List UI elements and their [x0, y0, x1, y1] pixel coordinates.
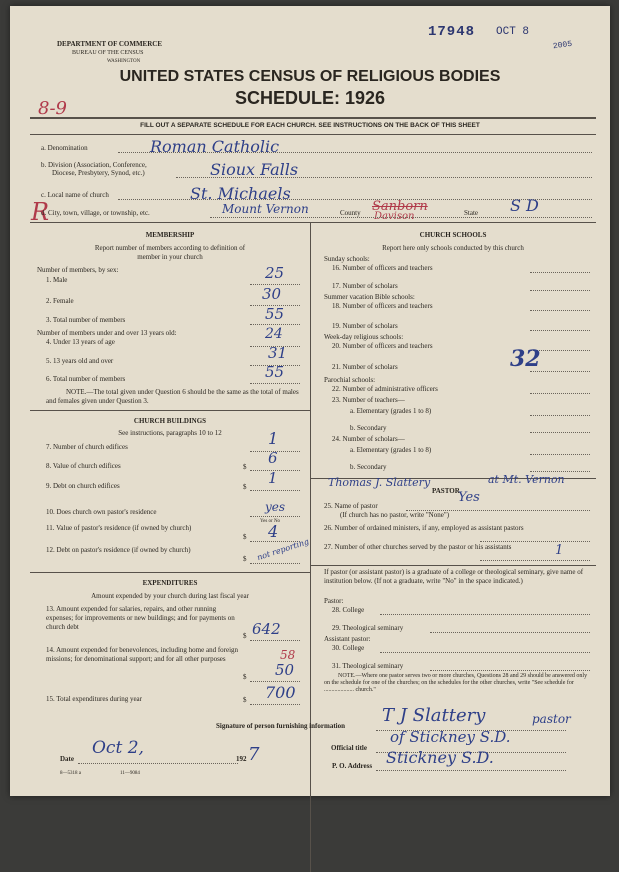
- q8-value: 6: [268, 449, 278, 467]
- q25-note: (If church has no pastor, write "None"): [340, 511, 450, 519]
- city-value: Mount Vernon: [222, 202, 309, 216]
- membership-intro-1: Report number of members according to definition of: [94, 244, 246, 252]
- q12-label: 12. Debt on pastor's residence (if owned by church): [46, 546, 191, 554]
- signature-title-value: pastor: [532, 712, 571, 726]
- q16-label: 16. Number of officers and teachers: [332, 264, 433, 272]
- q15-dollar: $: [243, 696, 247, 704]
- pastor-location-handwritten: at Mt. Vernon: [488, 473, 565, 486]
- signature-label: Signature of person furnishing information: [216, 722, 345, 730]
- membership-note: NOTE.—The total given under Question 6 should be the same as the total of males and females given under Question 3.: [46, 388, 299, 405]
- schools-heading: CHURCH SCHOOLS: [419, 231, 487, 239]
- weekday-schools-label: Week-day religious schools:: [324, 333, 404, 341]
- county-label: County: [340, 209, 361, 217]
- q11-value: 4: [268, 522, 279, 541]
- assistant-subheading: Assistant pastor:: [324, 635, 371, 643]
- pastor-heading: PASTOR: [432, 487, 460, 495]
- q4-value: 24: [265, 326, 283, 342]
- state-value: S D: [510, 196, 539, 215]
- county-alt-value: Davison: [374, 211, 415, 222]
- q6-label: 6. Total number of members: [46, 375, 126, 383]
- buildings-heading: CHURCH BUILDINGS: [133, 417, 207, 425]
- q10-yes-no-hint: Yes or No: [260, 519, 281, 524]
- q4-label: 4. Under 13 years of age: [46, 338, 115, 346]
- q1-label: 1. Male: [46, 276, 68, 284]
- pastor-note: NOTE.—Where one pastor serves two or more churches, Questions 28 and 29 should be answered only on the schedule for one of the churches; on the schedules for the other churches, write "See schedule for .................... church.": [324, 673, 588, 693]
- q28-label: 28. College: [332, 606, 365, 614]
- q18-label: 18. Number of officers and teachers: [332, 302, 433, 310]
- church-name-value: St. Michaels: [190, 184, 291, 203]
- census-schedule-sheet: [10, 6, 610, 796]
- membership-intro-2: member in your church: [137, 253, 203, 261]
- q7-label: 7. Number of church edifices: [46, 443, 128, 451]
- q8-dollar: $: [243, 463, 247, 471]
- q22-label: 22. Number of administrative officers: [332, 385, 438, 393]
- q14-extra-value: 50: [275, 661, 295, 679]
- po-address-label: P. O. Address: [332, 762, 373, 770]
- q8-label: 8. Value of church edifices: [46, 462, 121, 470]
- denomination-value: Roman Catholic: [150, 137, 280, 156]
- members-by-age-label: Number of members under and over 13 years old:: [37, 329, 177, 337]
- division-value: Sioux Falls: [210, 160, 299, 179]
- form-instruction: FILL OUT A SEPARATE SCHEDULE FOR EACH CHURCH. SEE INSTRUCTIONS ON THE BACK OF THIS SHEET: [140, 122, 480, 129]
- membership-heading: MEMBERSHIP: [145, 231, 195, 239]
- q7-value: 1: [268, 429, 279, 448]
- buildings-intro: See instructions, paragraphs 10 to 12: [118, 429, 222, 437]
- q9-label: 9. Debt on church edifices: [46, 482, 120, 490]
- county-value: Sanborn: [372, 199, 428, 214]
- denomination-label: a. Denomination: [41, 144, 88, 152]
- signature-value: T J Slattery: [382, 705, 486, 726]
- year-value: 7: [248, 744, 260, 765]
- q14-value: 58: [280, 648, 296, 662]
- schools-intro: Report here only schools conducted by this church: [382, 244, 524, 252]
- summer-schools-label: Summer vacation Bible schools:: [324, 293, 415, 301]
- q9-value: 1: [268, 469, 278, 487]
- official-title-label: Official title: [331, 744, 367, 752]
- q25-label: 25. Name of pastor: [324, 502, 378, 510]
- q24-label: 24. Number of scholars—: [332, 435, 405, 443]
- q21-value: 32: [510, 346, 541, 372]
- church-name-label: c. Local name of church: [41, 191, 109, 199]
- q23b-label: b. Secondary: [350, 424, 387, 432]
- official-title-value: of Stickney S.D.: [390, 728, 511, 746]
- q11-dollar: $: [243, 533, 247, 541]
- q5-value: 31: [268, 344, 288, 362]
- division-label: b. Division (Association, Conference,: [41, 161, 147, 169]
- q21-label: 21. Number of scholars: [332, 363, 398, 371]
- form-title: UNITED STATES CENSUS OF RELIGIOUS BODIES: [119, 68, 501, 85]
- expenditures-intro: Amount expended by your church during last fiscal year: [91, 592, 249, 600]
- q24b-label: b. Secondary: [350, 463, 387, 471]
- date-label: Date: [60, 755, 74, 763]
- margin-note: 8-9: [38, 98, 67, 119]
- print-number: 11—9084: [120, 771, 140, 776]
- q26-label: 26. Number of ordained ministers, if any, employed as assistant pastors: [324, 524, 524, 532]
- form-subtitle: SCHEDULE: 1926: [234, 88, 386, 108]
- city-label: d. City, town, village, or township, etc.: [41, 209, 150, 217]
- stamp-date: OCT 8: [496, 26, 530, 38]
- division-label-2: Diocese, Presbytery, Synod, etc.): [52, 169, 145, 177]
- q2-value: 30: [262, 285, 282, 303]
- margin-mark: R: [31, 198, 50, 226]
- q6-value: 55: [265, 363, 285, 381]
- po-address-value: Stickney S.D.: [386, 748, 494, 767]
- q31-label: 31. Theological seminary: [332, 662, 404, 670]
- q10-label: 10. Does church own pastor's residence: [46, 508, 157, 516]
- q12-value: not reporting: [255, 536, 311, 563]
- stamp-number: 17948: [428, 24, 476, 40]
- sunday-schools-label: Sunday schools:: [324, 255, 370, 263]
- graduate-note: If pastor (or assistant pastor) is a graduate of a college or theological seminary, give name of institution below. (If not a graduate, write "No" in the space indicated.): [324, 568, 584, 585]
- q25-value: Yes: [458, 490, 480, 505]
- state-label: State: [464, 209, 478, 217]
- q10-value: yes: [265, 500, 286, 514]
- year-prefix: 192: [236, 755, 247, 763]
- q14-dollar: $: [243, 673, 247, 681]
- expenditures-heading: EXPENDITURES: [142, 579, 198, 587]
- q19-label: 19. Number of scholars: [332, 322, 398, 330]
- q5-label: 5. 13 years old and over: [46, 357, 114, 365]
- q3-label: 3. Total number of members: [46, 316, 126, 324]
- q15-value: 700: [265, 683, 296, 702]
- q13-label: 13. Amount expended for salaries, repairs, and other running expenses; for improvements or new buildings; and for payments on church debt: [46, 605, 235, 631]
- bureau-city: WASHINGTON: [107, 59, 141, 64]
- pastor-subheading: Pastor:: [324, 597, 344, 605]
- q24a-label: a. Elementary (grades 1 to 8): [350, 446, 432, 454]
- members-by-sex-label: Number of members, by sex:: [37, 266, 119, 274]
- q30-label: 30. College: [332, 644, 365, 652]
- q17-label: 17. Number of scholars: [332, 282, 398, 290]
- parochial-schools-label: Parochial schools:: [324, 376, 376, 384]
- bureau-name: BUREAU OF THE CENSUS: [72, 50, 144, 56]
- q23a-label: a. Elementary (grades 1 to 8): [350, 407, 432, 415]
- form-number: 8—5318 a: [60, 771, 81, 776]
- q23-label: 23. Number of teachers—: [332, 396, 405, 404]
- q27-value: 1: [555, 543, 564, 558]
- q9-dollar: $: [243, 483, 247, 491]
- date-value: Oct 2,: [92, 738, 144, 758]
- q14-label: 14. Amount expended for benevolences, including home and foreign missions; for denominational support; and for all other purposes: [46, 646, 239, 663]
- q12-dollar: $: [243, 555, 247, 563]
- q29-label: 29. Theological seminary: [332, 624, 404, 632]
- q11-label: 11. Value of pastor's residence (if owned by church): [46, 524, 192, 532]
- q13-value: 642: [252, 620, 281, 638]
- q20-label: 20. Number of officers and teachers: [332, 342, 433, 350]
- q3-value: 55: [265, 305, 285, 323]
- q15-label: 15. Total expenditures during year: [46, 695, 142, 703]
- dept-name: DEPARTMENT OF COMMERCE: [57, 40, 163, 48]
- q27-label: 27. Number of other churches served by the pastor or his assistants: [324, 543, 512, 551]
- q1-value: 25: [265, 264, 285, 282]
- q13-dollar: $: [243, 632, 247, 640]
- q2-label: 2. Female: [46, 297, 74, 305]
- pastor-name-handwritten: Thomas J. Slattery: [328, 476, 431, 489]
- stamp-year: 2005: [552, 39, 573, 52]
